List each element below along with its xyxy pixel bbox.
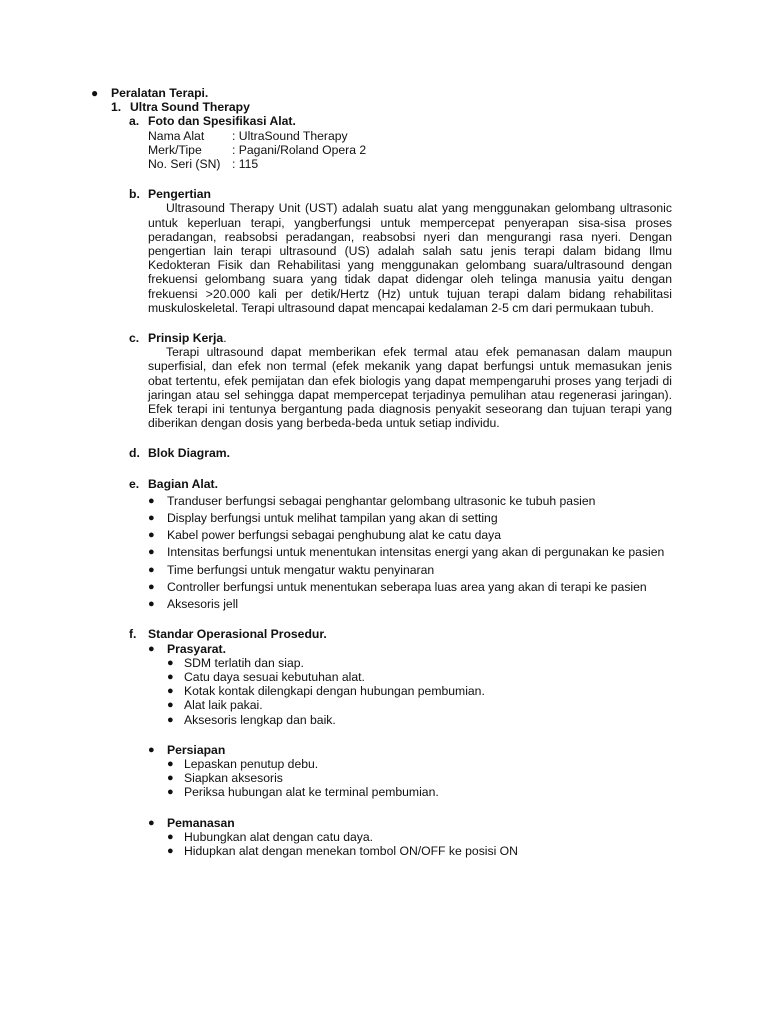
sop-item-list <box>167 656 672 727</box>
parts-list <box>148 494 672 611</box>
bullet-icon: ● <box>148 494 155 507</box>
bullet-icon: ● <box>148 642 155 655</box>
list-item <box>167 771 672 785</box>
subsection-a-heading <box>129 114 768 128</box>
sop-group-heading <box>148 642 768 656</box>
bullet-icon: ● <box>148 512 155 525</box>
list-item <box>167 684 672 698</box>
subsection-letter: a. <box>129 114 140 129</box>
subsection-letter: b. <box>129 187 140 202</box>
list-item <box>167 757 672 771</box>
bullet-icon: ● <box>148 563 155 576</box>
bullet-icon: ● <box>167 757 174 770</box>
subsection-title: Blok Diagram. <box>148 446 230 461</box>
sop-group-heading <box>148 816 768 830</box>
bullet-icon: ● <box>167 844 174 857</box>
list-item-text: Aksesoris jell <box>167 597 239 612</box>
top-item-label: Peralatan Terapi. <box>111 86 209 100</box>
section-title: Ultra Sound Therapy <box>130 100 250 115</box>
bullet-icon: ● <box>167 670 174 683</box>
bullet-icon: ● <box>167 830 174 843</box>
list-item <box>167 656 672 670</box>
subsection-title: Pengertian <box>148 187 211 202</box>
subsection-letter: e. <box>129 476 140 491</box>
list-item <box>148 494 672 508</box>
list-item <box>167 785 672 799</box>
subsection-b-heading <box>129 187 768 201</box>
bullet-icon: ● <box>91 86 99 100</box>
bullet-icon: ● <box>148 546 155 559</box>
list-item-text: Display berfungsi untuk melihat tampilan yang akan di setting <box>167 511 498 526</box>
title-suffix: . <box>223 331 227 346</box>
section-heading <box>111 100 768 114</box>
subsection-title: Foto dan Spesifikasi Alat. <box>148 114 296 129</box>
document-page <box>0 86 768 858</box>
bullet-icon: ● <box>167 699 174 712</box>
sop-item-list <box>167 757 672 800</box>
subsection-title: Prinsip Kerja <box>148 331 224 346</box>
list-item <box>167 670 672 684</box>
list-item <box>148 563 672 577</box>
list-item-text: Catu daya sesuai kebutuhan alat. <box>184 669 365 684</box>
subsection-f-heading <box>129 627 768 641</box>
list-item <box>167 844 672 858</box>
bullet-icon: ● <box>148 580 155 593</box>
list-item-text: Time berfungsi untuk mengatur waktu penyinaran <box>167 562 435 577</box>
spec-value: : 115 <box>232 157 259 172</box>
list-item-text: Alat laik pakai. <box>184 698 263 713</box>
sop-group-title: Persiapan <box>167 742 226 757</box>
list-item <box>167 713 672 727</box>
prinsip-kerja-paragraph: Terapi ultrasound dapat memberikan efek termal atau efek pemanasan dalam maupun superfisial, dan efek non termal (efek mekanik yang dapat berfungsi untuk memasukan jenis obat tertentu, efek pemijatan dan efek biologis yang dapat mempengaruhi proses yang terjadi di jaringan atau sel sehingga dapat mempercepat terjadinya pemulihan atau regenerasi jaringan). Efek terapi ini tentunya bergantung pada diagnosis penyakit seseorang dan tujuan terapi yang diberikan dengan dosis yang berbeda-beda untuk setiap individu. <box>148 345 672 431</box>
spec-row <box>148 143 768 157</box>
sop-group-heading <box>148 743 768 757</box>
pengertian-paragraph: Ultrasound Therapy Unit (UST) adalah suatu alat yang menggunakan gelombang ultrasonic untuk keperluan terapi, yangberfungsi untuk mempercepat penyerapan sisa-sisa proses peradangan, reabsobsi peradangan, reabsobsi nyeri dan mengurangi rasa nyeri. Dengan pengertian lain terapi ultrasound (US) adalah salah satu jenis terapi dalam bidang Ilmu Kedokteran Fisik dan Rehabilitasi yang menggunakan gelombang suara/ultrasound dengan frekuensi gelombang suara yang tidak dapat didengar oleh telinga manusia yaitu dengan frekuensi >20.000 kali per detik/Hertz (Hz) untuk tujuan terapi dalam bidang rehabilitasi muskuloskeletal. Terapi ultrasound dapat mencapai kedalaman 2-5 cm dari permukaan tubuh. <box>148 201 672 315</box>
list-item-text: Intensitas berfungsi untuk menentukan intensitas energi yang akan di pergunakan ke pasien <box>167 545 665 560</box>
list-item <box>167 830 672 844</box>
subsection-d-heading <box>129 446 768 460</box>
top-item <box>0 86 768 100</box>
spec-value: : Pagani/Roland Opera 2 <box>232 142 367 157</box>
spec-key: Merk/Tipe <box>148 142 202 157</box>
spec-list <box>148 129 768 172</box>
list-item-text: Hidupkan alat dengan menekan tombol ON/OFF ke posisi ON <box>184 843 518 858</box>
spec-key: Nama Alat <box>148 128 205 143</box>
spec-row <box>148 129 768 143</box>
spec-row <box>148 157 768 171</box>
bullet-icon: ● <box>148 743 155 756</box>
list-item <box>148 528 672 542</box>
list-item-text: Kotak kontak dilengkapi dengan hubungan pembumian. <box>184 684 485 699</box>
spec-key: No. Seri (SN) <box>148 157 221 172</box>
list-item-text: Aksesoris lengkap dan baik. <box>184 712 336 727</box>
list-item <box>148 580 672 594</box>
bullet-icon: ● <box>167 656 174 669</box>
list-item-text: Lepaskan penutup debu. <box>184 756 319 771</box>
bullet-icon: ● <box>148 529 155 542</box>
subsection-e-heading <box>129 477 768 491</box>
subsection-title: Bagian Alat. <box>148 476 218 491</box>
list-item-text: Tranduser berfungsi sebagai penghantar gelombang ultrasonic ke tubuh pasien <box>167 493 596 508</box>
sop-group-title: Prasyarat. <box>167 641 226 656</box>
bullet-icon: ● <box>167 685 174 698</box>
subsection-letter: f. <box>129 627 137 642</box>
sop-group-title: Pemanasan <box>167 815 235 830</box>
bullet-icon: ● <box>167 772 174 785</box>
list-item-text: Hubungkan alat dengan catu daya. <box>184 829 374 844</box>
subsection-letter: d. <box>129 446 140 461</box>
spec-value: : UltraSound Therapy <box>232 128 348 143</box>
list-item-text: Siapkan aksesoris <box>184 771 283 786</box>
sop-item-list <box>167 830 672 858</box>
list-item <box>167 698 672 712</box>
bullet-icon: ● <box>148 598 155 611</box>
list-item-text: Periksa hubungan alat ke terminal pembumian. <box>184 785 439 800</box>
list-item-text: Controller berfungsi untuk menentukan seberapa luas area yang akan di terapi ke pasien <box>167 579 647 594</box>
subsection-title: Standar Operasional Prosedur. <box>148 627 327 642</box>
subsection-letter: c. <box>129 331 140 346</box>
bullet-icon: ● <box>167 713 174 726</box>
section-number: 1. <box>111 100 122 115</box>
sop-groups <box>0 642 768 859</box>
subsection-c-heading <box>129 331 768 345</box>
list-item-text: SDM terlatih dan siap. <box>184 655 304 670</box>
bullet-icon: ● <box>148 816 155 829</box>
list-item <box>148 511 672 525</box>
list-item <box>148 597 672 611</box>
list-item <box>148 545 672 559</box>
bullet-icon: ● <box>167 786 174 799</box>
list-item-text: Kabel power berfungsi sebagai penghubung alat ke catu daya <box>167 528 502 543</box>
